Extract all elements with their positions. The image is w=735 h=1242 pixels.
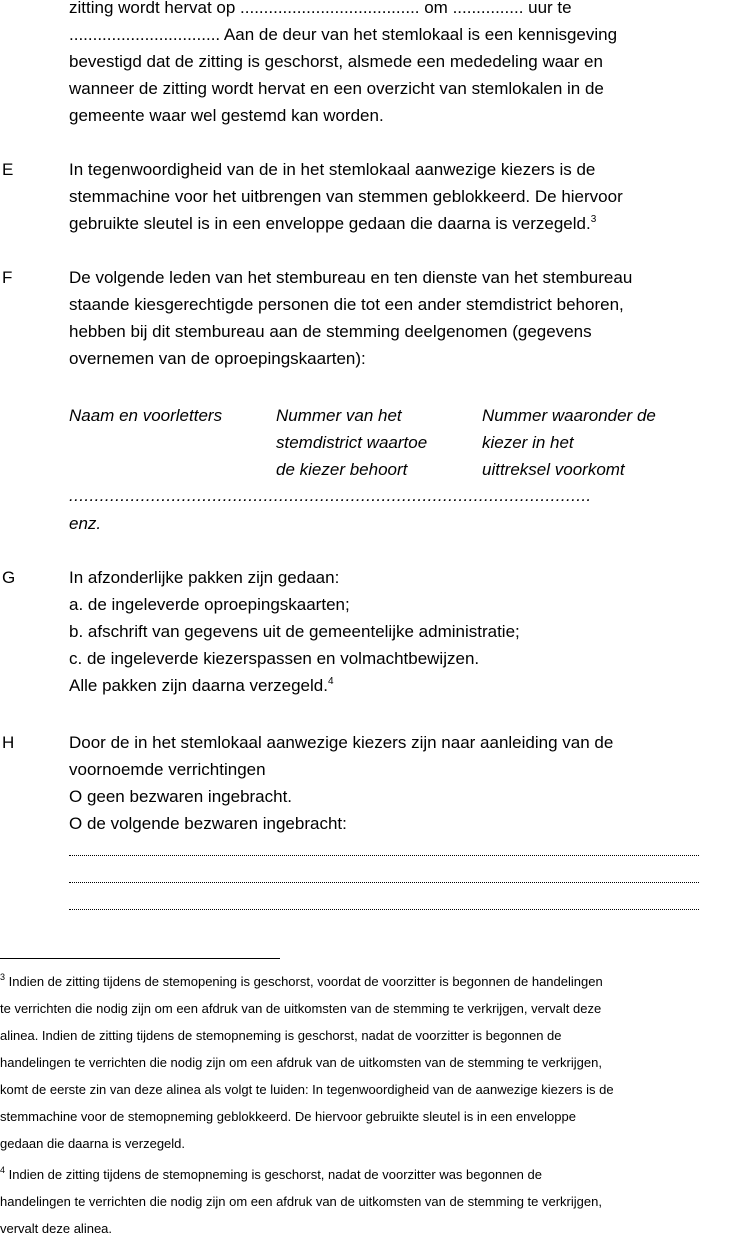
- footnote-3-line-2: te verrichten die nodig zijn om een afdruk van de uitkomsten van de stemming te verkrijgen, vervalt deze: [0, 1001, 602, 1016]
- section-f-line-4: overnemen van de oproepingskaarten):: [69, 349, 366, 368]
- section-h-line-1: Door de in het stemlokaal aanwezige kiezers zijn naar aanleiding van de: [69, 733, 614, 752]
- section-g-item-a: a. de ingeleverde oproepingskaarten;: [69, 595, 350, 614]
- section-h-line-2: voornoemde verrichtingen: [69, 760, 266, 779]
- section-e-line-3-text: gebruikte sleutel is in een enveloppe gedaan die daarna is verzegeld.: [69, 214, 591, 233]
- section-g-label: G: [2, 568, 16, 587]
- etc-label: enz.: [69, 514, 102, 533]
- footnote-4-line-2: handelingen te verrichten die nodig zijn om een afdruk van de uitkomsten van de stemming te verkrijgen,: [0, 1194, 602, 1209]
- footnote-ref-3[interactable]: 3: [590, 214, 597, 225]
- objections-fill-line-3[interactable]: [69, 907, 699, 910]
- footnote-3-mark: 3: [0, 972, 6, 982]
- top-paragraph-line-3: bevestigd dat de zitting is geschorst, alsmede een mededeling waar en: [69, 52, 603, 71]
- footnote-3-line-5: komt de eerste zin van deze alinea als volgt te luiden: In tegenwoordigheid van de aanwezige kiezers is de: [0, 1082, 614, 1097]
- column-header-number-line-2: kiezer in het: [482, 433, 574, 452]
- section-e-line-2: stemmachine voor het uitbrengen van stemmen geblokkeerd. De hiervoor: [69, 187, 623, 206]
- section-f-line-1: De volgende leden van het stembureau en ten dienste van het stembureau: [69, 268, 633, 287]
- footnote-4-text-1: Indien de zitting tijdens de stemopneming is geschorst, nadat de voorzitter was begonnen de: [5, 1167, 542, 1182]
- top-paragraph-line-2: ................................ Aan de deur van het stemlokaal is een kennisgeving: [69, 25, 618, 44]
- section-e-line-3: [69, 210, 596, 237]
- footnote-3-line-3: alinea. Indien de zitting tijdens de stemopneming is geschorst, nadat de voorzitter is begonnen de: [0, 1028, 562, 1043]
- section-g-line-5: [69, 672, 334, 699]
- objections-fill-line-2[interactable]: [69, 880, 699, 883]
- section-h-label: H: [2, 733, 15, 752]
- column-header-district-line-1: Nummer van het: [276, 406, 402, 425]
- option-objections[interactable]: O de volgende bezwaren ingebracht:: [69, 814, 347, 833]
- section-g-line-1: In afzonderlijke pakken zijn gedaan:: [69, 568, 340, 587]
- section-f-line-2: staande kiesgerechtigde personen die tot een ander stemdistrict behoren,: [69, 295, 624, 314]
- section-g-item-c: c. de ingeleverde kiezerspassen en volmachtbewijzen.: [69, 649, 480, 668]
- section-e-line-1: In tegenwoordigheid van de in het stemlokaal aanwezige kiezers is de: [69, 160, 596, 179]
- footnote-3-line-4: handelingen te verrichten die nodig zijn om een afdruk van de uitkomsten van de stemming te verkrijgen,: [0, 1055, 602, 1070]
- section-f-line-3: hebben bij dit stembureau aan de stemming deelgenomen (gegevens: [69, 322, 592, 341]
- objections-fill-line-1[interactable]: [69, 853, 699, 856]
- footnote-3-text-1: Indien de zitting tijdens de stemopening is geschorst, voordat de voorzitter is begonnen de handelingen: [5, 974, 603, 989]
- column-header-district-line-2: stemdistrict waartoe: [276, 433, 428, 452]
- option-no-objections[interactable]: O geen bezwaren ingebracht.: [69, 787, 293, 806]
- section-g-item-b: b. afschrift van gegevens uit de gemeentelijke administratie;: [69, 622, 520, 641]
- column-header-number-line-1: Nummer waaronder de: [482, 406, 656, 425]
- section-g-line-5-text: Alle pakken zijn daarna verzegeld.: [69, 676, 328, 695]
- footnote-ref-4[interactable]: 4: [327, 676, 334, 687]
- section-f-label: F: [2, 268, 13, 287]
- footnote-4-line-1: [0, 1161, 735, 1188]
- footnote-separator: [0, 958, 280, 959]
- footnote-3-line-6: stemmachine voor de stemopneming geblokkeerd. De hiervoor gebruikte sleutel is in een enveloppe: [0, 1109, 576, 1124]
- column-header-district-line-3: de kiezer behoort: [276, 460, 408, 479]
- column-header-number-line-3: uittreksel voorkomt: [482, 460, 625, 479]
- footnote-3-line-1: [0, 968, 735, 995]
- footnote-4-line-3: vervalt deze alinea.: [0, 1221, 113, 1236]
- fill-in-dots-line: ......................................................................................................: [69, 486, 592, 505]
- top-paragraph-line-1: zitting wordt hervat op ...................................... om ............... uur te: [69, 0, 572, 17]
- footnote-3-line-7: gedaan die daarna is verzegeld.: [0, 1136, 186, 1151]
- section-e-label: E: [2, 160, 14, 179]
- top-paragraph-line-5: gemeente waar wel gestemd kan worden.: [69, 106, 384, 125]
- column-header-name: Naam en voorletters: [69, 406, 223, 425]
- top-paragraph-line-4: wanneer de zitting wordt hervat en een overzicht van stemlokalen in de: [69, 79, 604, 98]
- footnote-4-mark: 4: [0, 1165, 6, 1175]
